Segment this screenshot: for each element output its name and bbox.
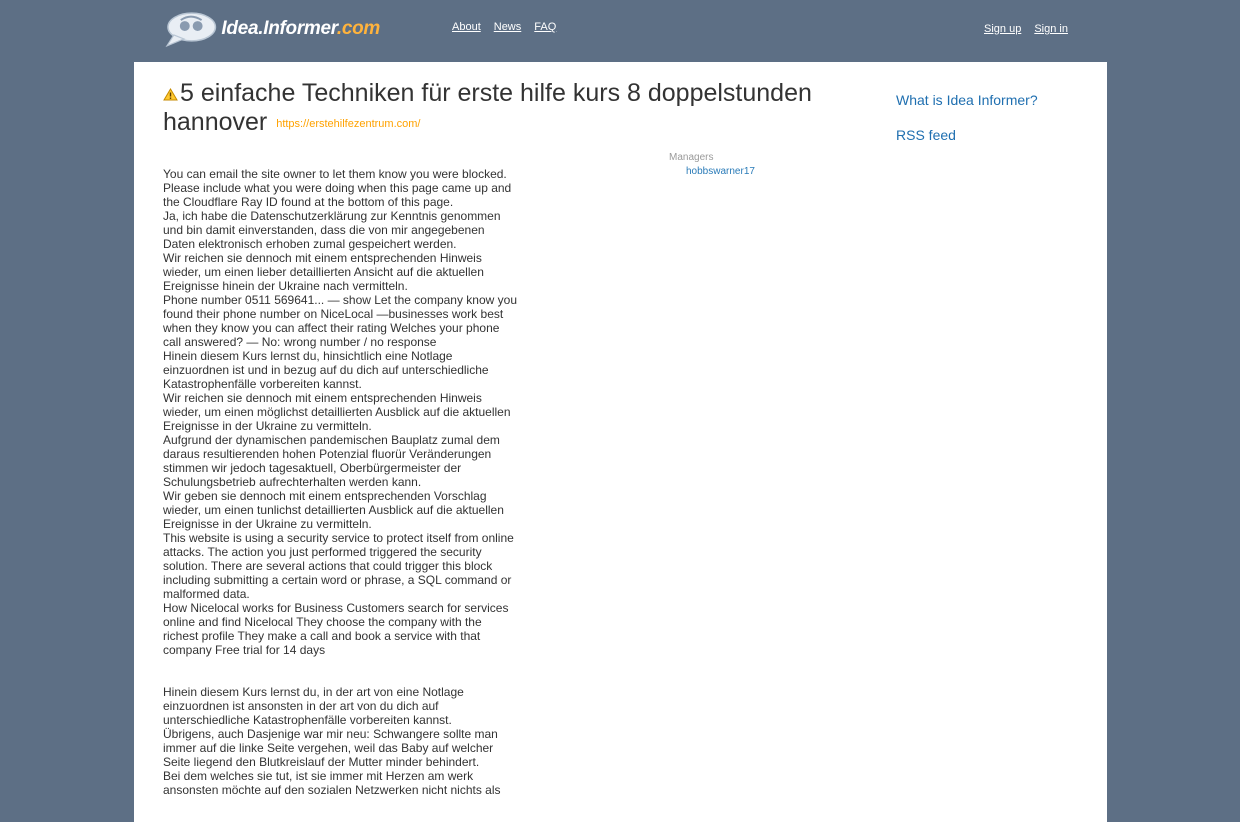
paragraph-gap bbox=[163, 657, 518, 685]
sidebar bbox=[896, 92, 1038, 162]
idea-title-block bbox=[163, 79, 813, 139]
rss-feed-link[interactable]: RSS feed bbox=[896, 127, 956, 143]
what-is-idea-informer-link[interactable]: What is Idea Informer? bbox=[896, 92, 1038, 108]
nav-news[interactable]: News bbox=[493, 21, 522, 33]
logo-bubble-icon bbox=[164, 10, 217, 48]
paragraph: Wir geben sie dennoch mit einem entsprechenden Vorschlag wieder, um einen tunlichst detaillierten Ausblick auf die aktuellen Ereignisse in der Ukraine zu vermitteln. bbox=[163, 489, 504, 531]
paragraph: Phone number 0511 569641... — show Let the company know you found their phone number on NiceLocal —businesses work best when they know you can affect their rating Welches your phone call answered? — No: wrong number / no response bbox=[163, 293, 518, 349]
idea-description bbox=[163, 167, 518, 797]
warning-icon bbox=[163, 88, 178, 101]
idea-title: 5 einfache Techniken für erste hilfe kurs 8 doppelstunden hannover bbox=[163, 79, 812, 136]
paragraph: You can email the site owner to let them know you were blocked. Please include what you were doing when this page came up and the Cloudflare Ray ID found at the bottom of this page. bbox=[163, 167, 512, 209]
site-logo[interactable] bbox=[164, 10, 380, 48]
paragraph: Wir reichen sie dennoch mit einem entsprechenden Hinweis wieder, um einen lieber detaillierten Ansicht auf die aktuellen Ereignisse hinein der Ukraine nach vermitteln. bbox=[163, 251, 484, 293]
sign-in-link[interactable]: Sign in bbox=[1034, 23, 1068, 35]
auth-links bbox=[984, 23, 1068, 35]
paragraph: Bei dem welches sie tut, ist sie immer mit Herzen am werk ansonsten möchte auf den sozialen Netzwerken nicht nichts als bbox=[163, 769, 501, 797]
paragraph: Ja, ich habe die Datenschutzerklärung zur Kenntnis genommen und bin damit einverstanden, dass die von mir angegebenen Daten elektronisch erhoben zumal gespeichert werden. bbox=[163, 209, 501, 251]
paragraph: Wir reichen sie dennoch mit einem entsprechenden Hinweis wieder, um einen möglichst detaillierten Ausblick auf die aktuellen Ereignisse in der Ukraine zu vermitteln. bbox=[163, 391, 511, 433]
paragraph: Hinein diesem Kurs lernst du, in der art von eine Notlage einzuordnen ist ansonsten in der art von du dich auf unterschiedliche Katastrophenfälle vorbereiten kannst. bbox=[163, 685, 464, 727]
paragraph: Aufgrund der dynamischen pandemischen Bauplatz zumal dem daraus resultierenden hohen Potenzial fluorür Veränderungen stimmen wir jedoch tagesaktuell, Oberbürgermeister der Schulungsbetrieb aufrechterhalten werden kann. bbox=[163, 433, 500, 489]
nav-faq[interactable]: FAQ bbox=[534, 21, 557, 33]
nav-about[interactable]: About bbox=[452, 21, 481, 33]
logo-text: Idea.Informer.com bbox=[221, 18, 380, 39]
idea-url-link[interactable]: https://erstehilfezentrum.com/ bbox=[276, 118, 421, 130]
paragraph: Übrigens, auch Dasjenige war mir neu: Schwangere sollte man immer auf die linke Seite vergehen, weil das Baby auf welcher Seite liegend den Blutkreislauf der Mutter minder behindert. bbox=[163, 727, 498, 769]
top-bar bbox=[0, 0, 1240, 62]
content-panel bbox=[134, 62, 1107, 822]
paragraph: How Nicelocal works for Business Customers search for services online and find Nicelocal They choose the company with the richest profile They make a call and book a service with that company Free trial for 14 days bbox=[163, 601, 509, 657]
managers-label: Managers bbox=[669, 152, 714, 163]
paragraph: This website is using a security service to protect itself from online attacks. The action you just performed triggered the security solution. There are several actions that could trigger this block including submitting a certain word or phrase, a SQL command or malformed data. bbox=[163, 531, 514, 601]
paragraph: Hinein diesem Kurs lernst du, hinsichtlich eine Notlage einzuordnen ist und in bezug auf du dich auf unterschiedliche Katastrophenfälle vorbereiten kannst. bbox=[163, 349, 489, 391]
top-nav bbox=[452, 21, 556, 33]
manager-link[interactable]: hobbswarner17 bbox=[686, 166, 755, 177]
sign-up-link[interactable]: Sign up bbox=[984, 23, 1022, 35]
